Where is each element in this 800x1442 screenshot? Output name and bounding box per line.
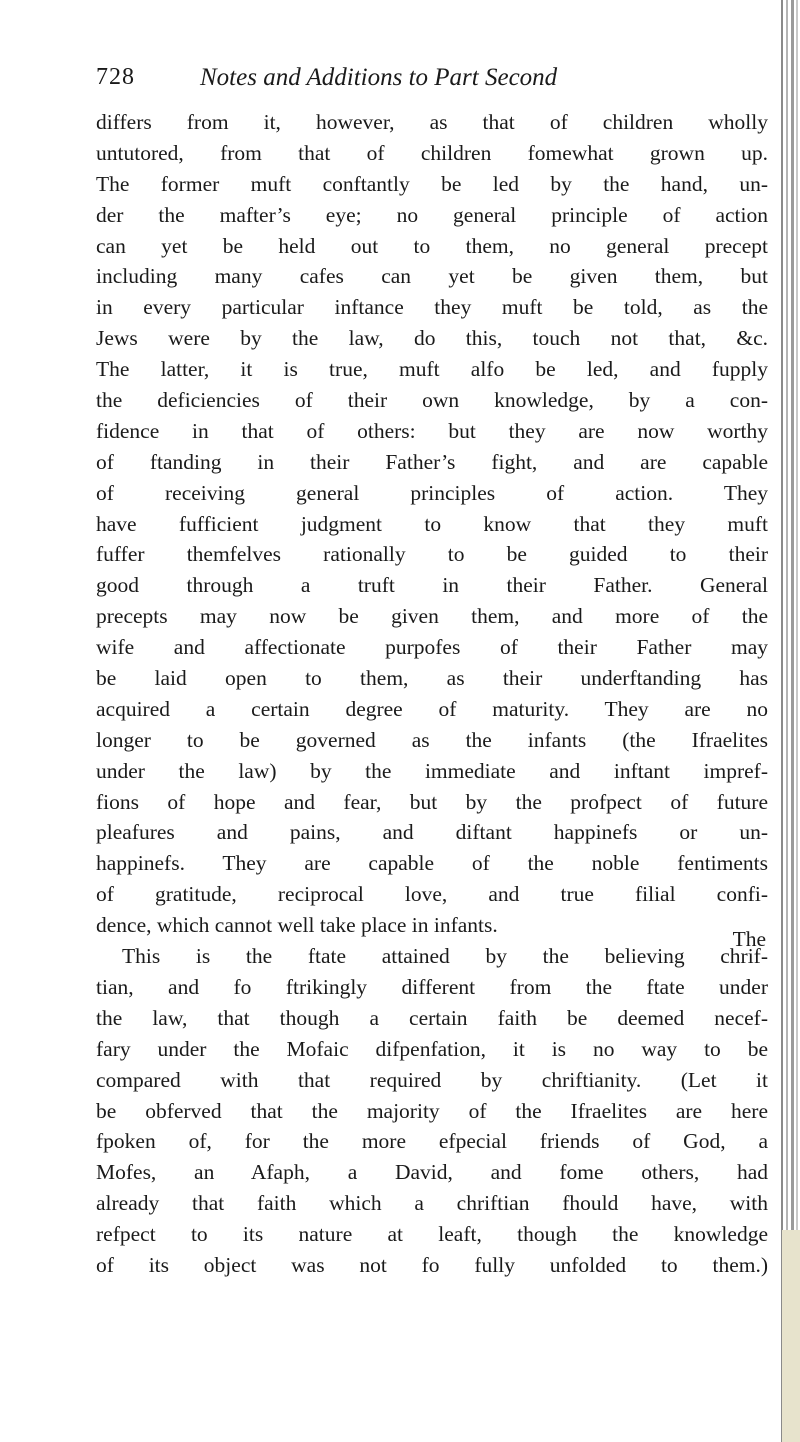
text-line: precepts may now be given them, and more of the xyxy=(96,604,768,629)
running-title: Notes and Additions to Part Second xyxy=(200,64,558,91)
text-line: compared with that required by chriftianity. (Let it xyxy=(96,1067,768,1092)
text-line: The former muft conftantly be led by the hand, un- xyxy=(96,171,768,196)
text-line: acquired a certain degree of maturity. They are no xyxy=(96,696,768,721)
text-line: differs from it, however, as that of children wholly xyxy=(96,110,768,134)
text-line: of ftanding in their Father’s fight, and are capable xyxy=(96,449,768,474)
text-line: of receiving general principles of action. They xyxy=(96,480,768,505)
book-edge-line xyxy=(781,0,783,1442)
text-line: Mofes, an Afaph, a David, and fome others, had xyxy=(96,1160,768,1185)
text-line: fpoken of, for the more efpecial friends of God, a xyxy=(96,1129,768,1154)
text-line: The latter, it is true, muft alfo be led, and fupply xyxy=(96,357,768,382)
text-line: refpect to its nature at leaft, though the knowledge xyxy=(96,1222,768,1247)
text-line: dence, which cannot well take place in infants. xyxy=(96,913,498,938)
running-head xyxy=(96,64,776,100)
catchword: The xyxy=(732,927,766,951)
text-line: tian, and fo ftrikingly different from the ftate under xyxy=(96,974,768,999)
book-edge-line xyxy=(786,0,788,1442)
text-line: happinefs. They are capable of the noble fentiments xyxy=(96,851,768,876)
text-line: of its object was not fo fully unfolded to them.) xyxy=(96,1252,768,1277)
text-line: pleafures and pains, and diftant happinefs or un- xyxy=(96,820,768,845)
text-line: of gratitude, reciprocal love, and true filial confi- xyxy=(96,882,768,907)
text-line: good through a truft in their Father. General xyxy=(96,573,768,598)
text-line: can yet be held out to them, no general precept xyxy=(96,233,768,258)
text-line: in every particular inftance they muft be told, as the xyxy=(96,295,768,320)
text-line: including many cafes can yet be given them, but xyxy=(96,264,768,289)
book-edge-line xyxy=(796,0,798,1442)
text-line: the law, that though a certain faith be deemed necef- xyxy=(96,1005,768,1030)
text-line: be obferved that the majority of the Ifraelites are here xyxy=(96,1098,768,1123)
text-line: already that faith which a chriftian fhould have, with xyxy=(96,1191,768,1216)
text-line: fidence in that of others: but they are now worthy xyxy=(96,418,768,443)
paper-stain xyxy=(782,1230,800,1442)
text-line: der the mafter’s eye; no general principle of action xyxy=(96,202,768,227)
text-line: fions of hope and fear, but by the profpect of future xyxy=(96,789,768,814)
body-text xyxy=(96,107,768,1281)
text-line: fuffer themfelves rationally to be guided to their xyxy=(96,542,768,567)
page-number: 728 xyxy=(96,64,135,90)
text-line: be laid open to them, as their underftanding has xyxy=(96,666,768,691)
text-line: fary under the Mofaic difpenfation, it is no way to be xyxy=(96,1036,768,1061)
text-line: under the law) by the immediate and inftant impref- xyxy=(96,758,768,783)
text-line: Jews were by the law, do this, touch not that, &c. xyxy=(96,326,768,351)
text-line: This is the ftate attained by the believing chrif- xyxy=(122,944,768,969)
text-line: have fufficient judgment to know that they muft xyxy=(96,511,768,536)
text-line: the deficiencies of their own knowledge, by a con- xyxy=(96,388,768,413)
text-line: wife and affectionate purpofes of their Father may xyxy=(96,635,768,660)
text-line: longer to be governed as the infants (the Ifraelites xyxy=(96,727,768,752)
book-edge-line xyxy=(791,0,794,1442)
text-line: untutored, from that of children fomewhat grown up. xyxy=(96,140,768,165)
